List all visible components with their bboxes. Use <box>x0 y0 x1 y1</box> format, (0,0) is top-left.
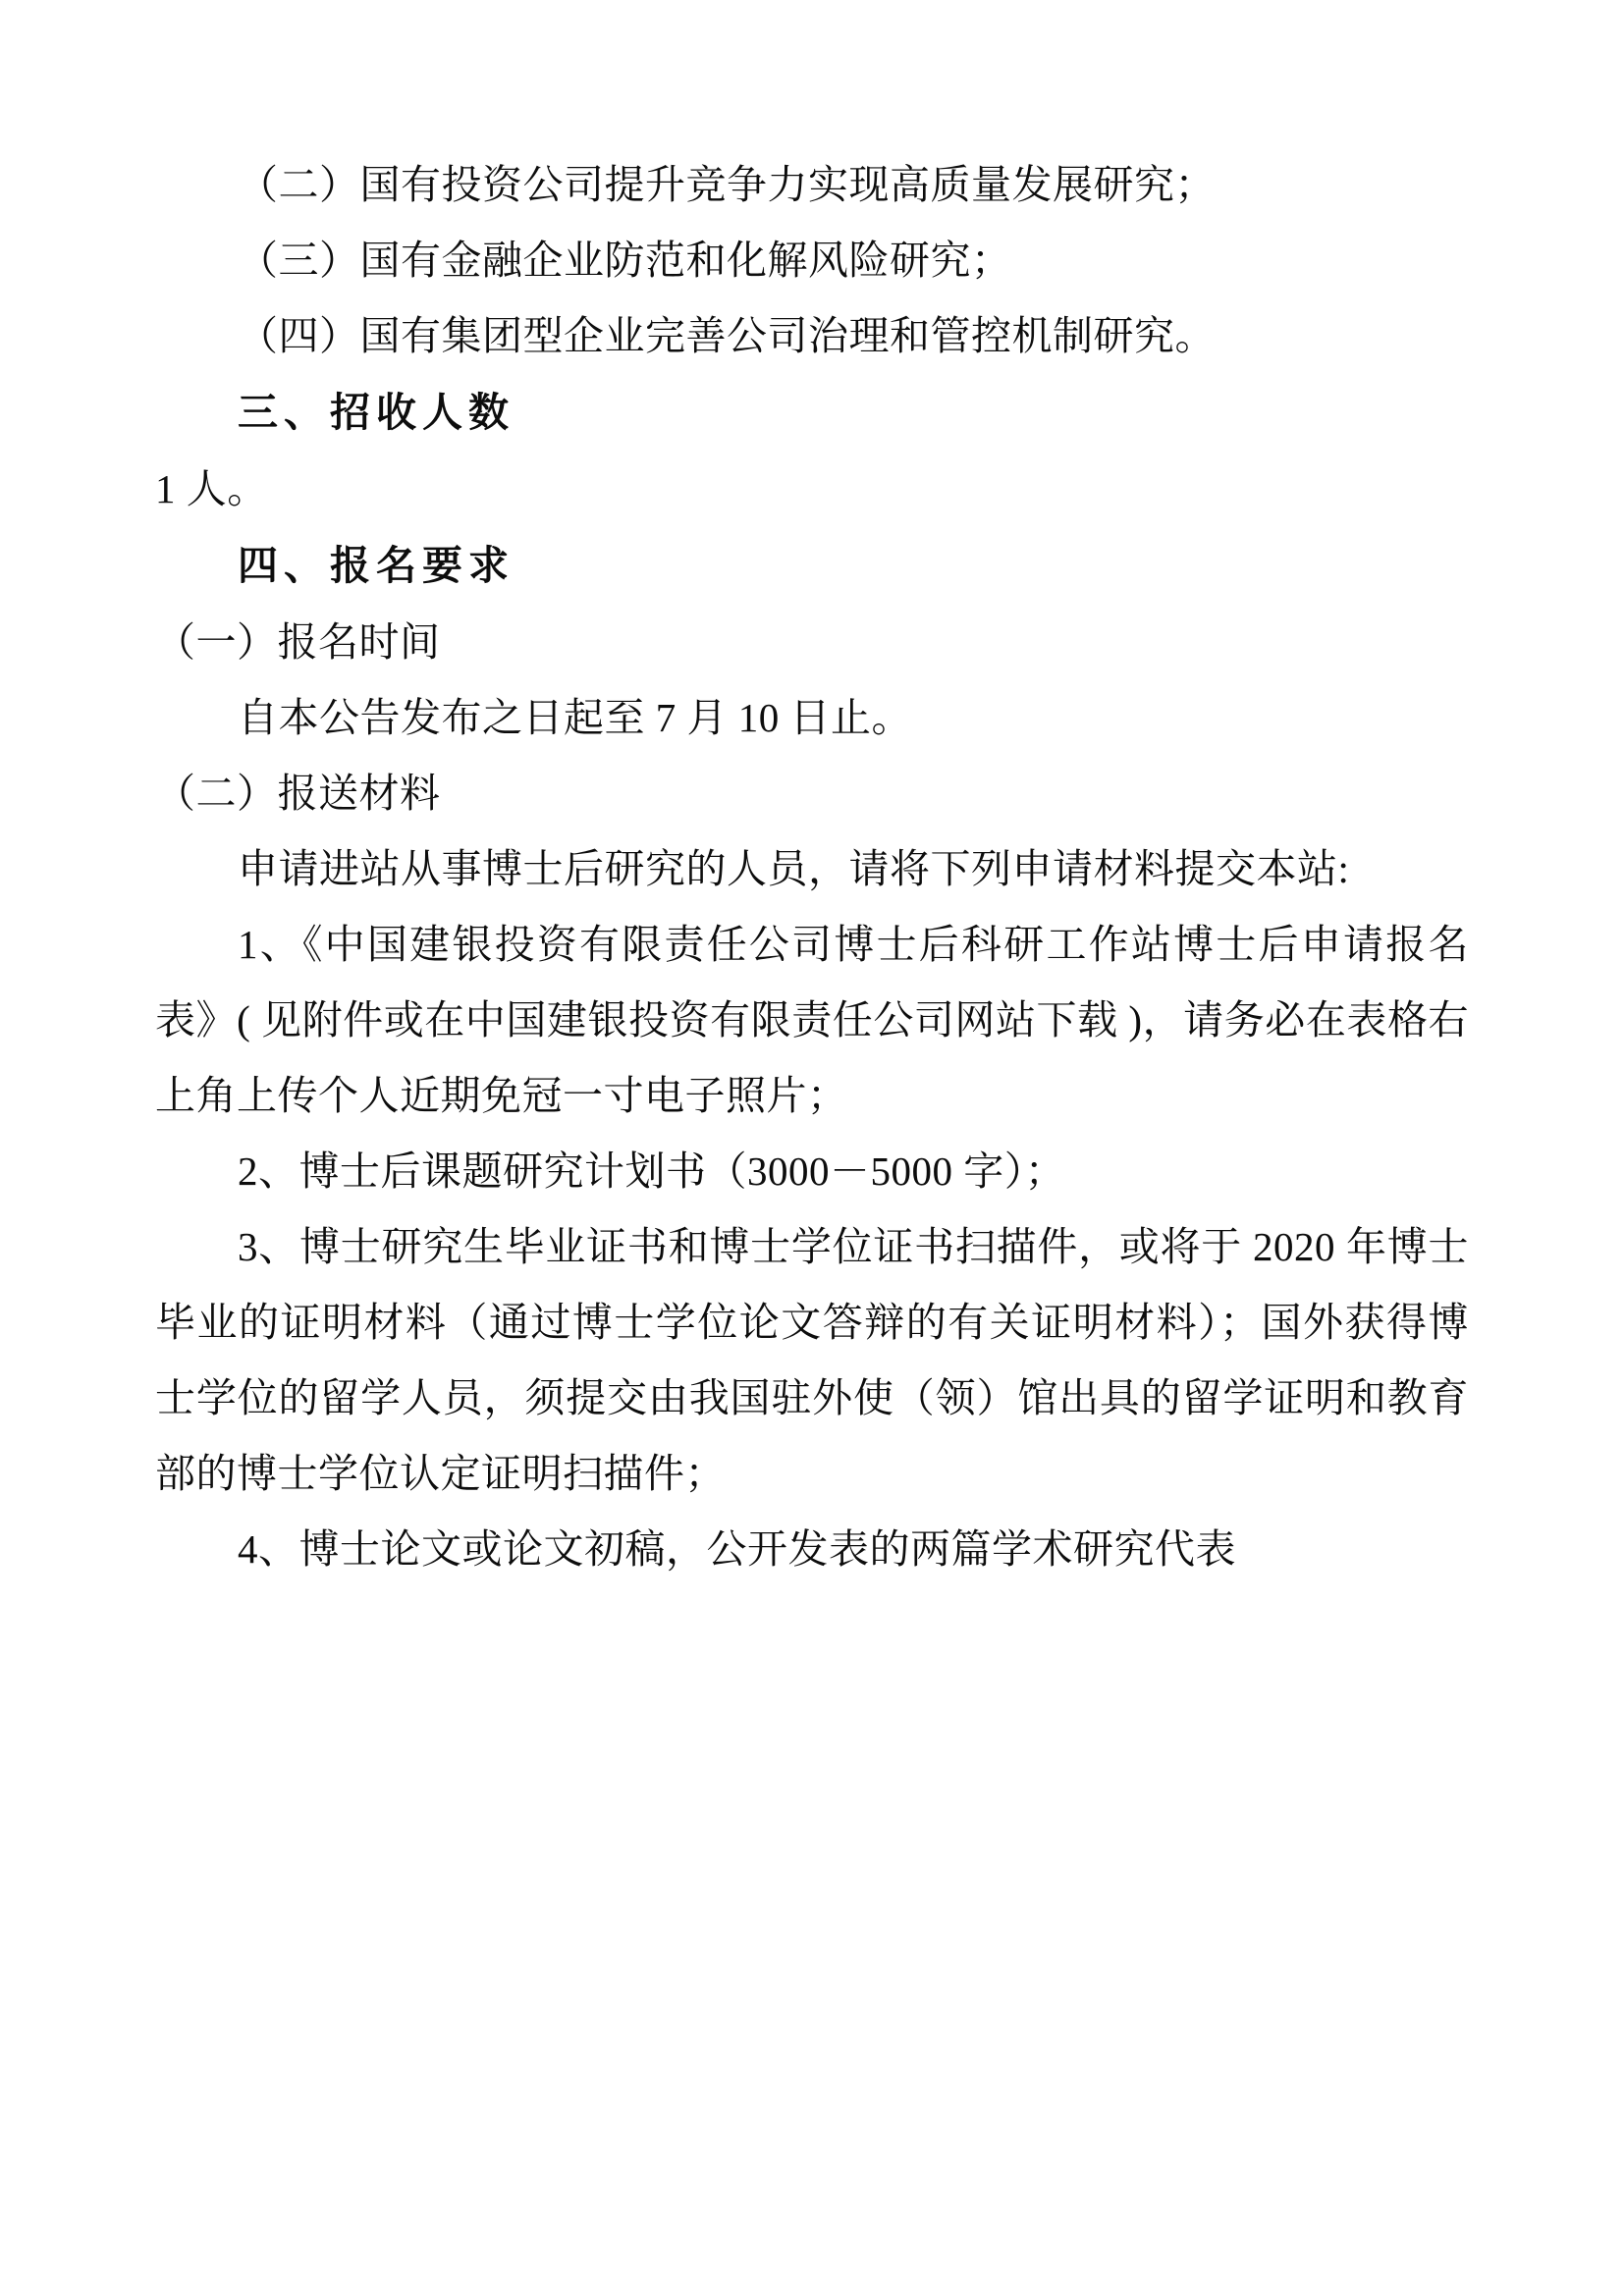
material-item-3: 3、博士研究生毕业证书和博士学位证书扫描件，或将于 2020 年博士毕业的证明材料（通过博士学位论文答辩的有关证明材料）；国外获得博士学位的留学人员，须提交由我国驻外使（领）馆出具的留学证明和教育部的博士学位认定证明扫描件； <box>155 1224 1469 1496</box>
subsection-application-time: （一）报名时间 <box>155 619 441 665</box>
document-body <box>155 147 1469 1587</box>
section-heading-four: 四、报名要求 <box>238 542 514 589</box>
enrollment-count: 1 人。 <box>155 466 268 511</box>
material-item-4: 4、博士论文或论文初稿，公开发表的两篇学术研究代表 <box>238 1526 1236 1572</box>
list-item-3: （三）国有金融企业防范和化解风险研究； <box>238 238 1012 283</box>
list-item-2: （二）国有投资公司提升竞争力实现高质量发展研究； <box>238 162 1216 207</box>
submission-intro-paragraph: 申请进站从事博士后研究的人员，请将下列申请材料提交本站: <box>238 846 1350 891</box>
application-deadline-text: 自本公告发布之日起至 7 月 10 日止。 <box>238 695 912 740</box>
subsection-submission-materials: （二）报送材料 <box>155 771 441 816</box>
material-item-1: 1、《中国建银投资有限责任公司博士后科研工作站博士后申请报名表》( 见附件或在中国建银投资有限责任公司网站下载 )，请务必在表格右上角上传个人近期免冠一寸电子照片； <box>155 922 1469 1118</box>
list-item-4: （四）国有集团型企业完善公司治理和管控机制研究。 <box>238 313 1216 358</box>
section-heading-three: 三、招收人数 <box>238 389 514 436</box>
material-item-2: 2、博士后课题研究计划书（3000－5000 字）； <box>238 1148 1066 1194</box>
